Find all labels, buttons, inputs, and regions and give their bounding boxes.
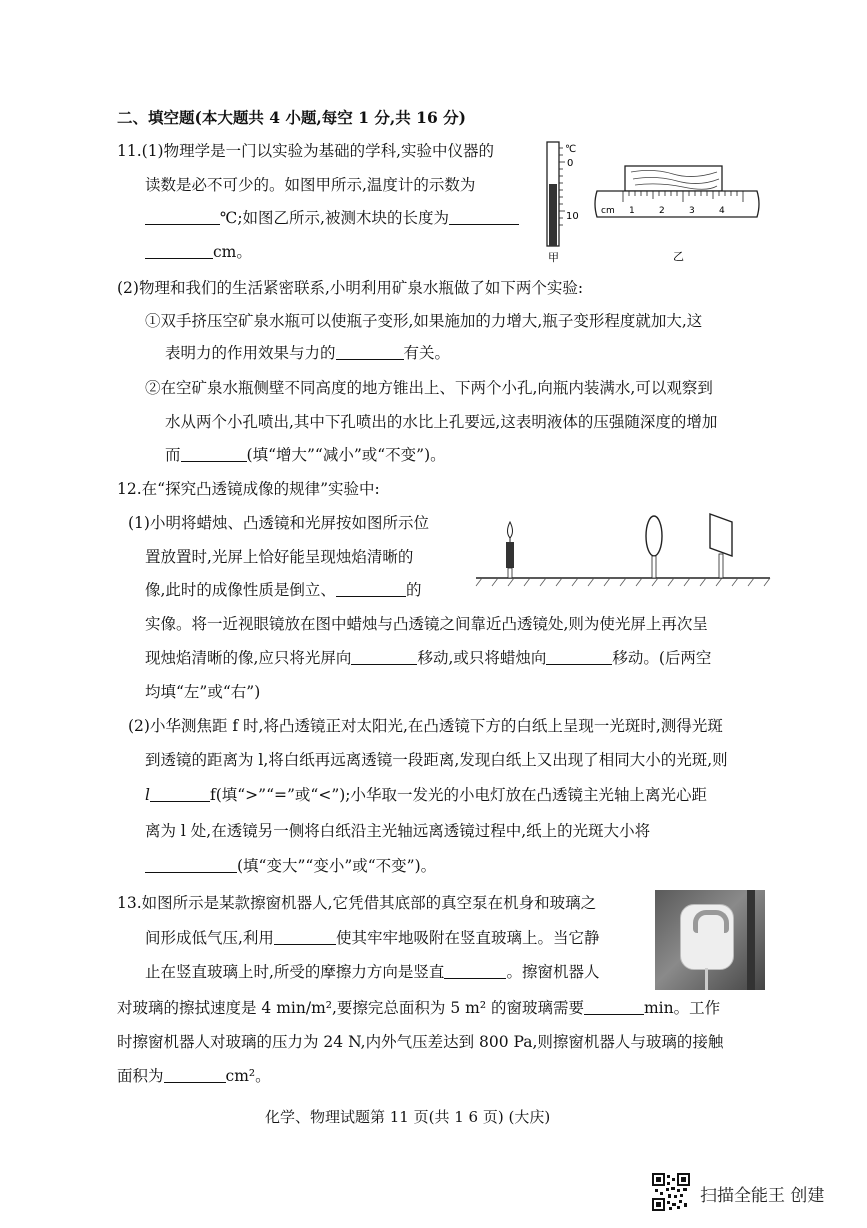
answer-blank[interactable]: [145, 208, 220, 225]
q12-part2-line4: 离为 l 处,在透镜另一侧将白纸沿主光轴远离透镜过程中,纸上的光斑大小将: [145, 822, 651, 840]
robot-cable: [705, 968, 708, 990]
ruler-label-1: 1: [629, 206, 635, 216]
q11-line4-text: cm。: [213, 243, 252, 261]
thermometer-liquid: [549, 184, 557, 246]
q11-part2-item1-end: 有关。: [403, 344, 451, 362]
caption-yi: 乙: [673, 250, 684, 263]
q11-part2-item1: ①双手挤压空矿泉水瓶可以使瓶子变形,如果施加的力增大,瓶子变形程度就加大,这: [145, 312, 703, 330]
q12-line1: (1)小明将蜡烛、凸透镜和光屏按如图所示位: [128, 514, 429, 532]
q11-part2-item2: ②在空矿泉水瓶侧壁不同高度的地方锥出上、下两个小孔,向瓶内装满水,可以观察到: [145, 379, 713, 397]
answer-blank[interactable]: [145, 242, 213, 259]
q11-part2-item2-end: [165, 445, 446, 465]
q13-line4: [117, 998, 720, 1018]
q12-part2-line3-text: f(填“>”“=”或“<”);小华取一发光的小电灯放在凸透镜主光轴上离光心距: [209, 786, 708, 804]
answer-blank[interactable]: [351, 648, 417, 665]
q12-part2-line5-text: (填“变大”“变小”或“不变”)。: [237, 857, 437, 875]
ruler-label-3: 3: [689, 206, 695, 216]
robot-frame: [747, 890, 755, 990]
q13-line6: [117, 1066, 271, 1086]
answer-blank[interactable]: [164, 1066, 226, 1083]
q12-line5-a: 现烛焰清晰的像,应只将光屏向: [145, 649, 352, 667]
ruler-unit: cm: [601, 206, 615, 216]
q12-line5-c: 移动。(后两空: [612, 649, 712, 667]
answer-blank[interactable]: [449, 208, 519, 225]
q12-part2-line1: (2)小华测焦距 f 时,将凸透镜正对太阳光,在凸透镜下方的白纸上呈现一光斑时,测得光斑: [128, 717, 723, 735]
q12-line3-text: 像,此时的成像性质是倒立、: [145, 581, 336, 599]
q13-line2: [145, 928, 599, 948]
q12-part2-line5: [145, 856, 436, 876]
q11-part2-item2-er: 而: [165, 446, 181, 464]
q13-line3: [145, 962, 599, 982]
light-screen: [710, 514, 732, 578]
q13-line6-b: cm²。: [225, 1067, 271, 1085]
q11-part2-item1-cont: [165, 343, 450, 363]
q11-part2-item1-text: 表明力的作用效果与力的: [165, 344, 336, 362]
q11-part2-item2-hint: (填“增大”“减小”或“不变”)。: [246, 446, 446, 464]
thermometer-figure: [538, 140, 588, 265]
ruler-label-4: 4: [719, 206, 725, 216]
q12-part2-line2: 到透镜的距离为 l,将白纸再远离透镜一段距离,发现白纸上又出现了相同大小的光斑,则: [145, 751, 728, 769]
robot-handle: [693, 910, 729, 933]
q11-line3-text: ℃;如图乙所示,被测木块的长度为: [220, 209, 449, 227]
q12-line5: [145, 648, 711, 668]
thermometer-tick-0: 0: [567, 158, 574, 169]
answer-blank[interactable]: [444, 962, 506, 979]
q13-line4-b: min。工作: [643, 999, 721, 1017]
page-footer: 化学、物理试题第 11 页(共 1 6 页) (大庆): [265, 1108, 551, 1126]
qr-code-icon: [652, 1173, 690, 1211]
q13-line1: 13.如图所示是某款擦窗机器人,它凭借其底部的真空泵在机身和玻璃之: [117, 894, 597, 912]
thermometer-unit: ℃: [565, 144, 577, 155]
q11-line1: 11.(1)物理学是一门以实验为基础的学科,实验中仪器的: [117, 142, 495, 160]
optical-bench-figure: [474, 508, 774, 588]
wood-block: [625, 166, 722, 191]
q12-part2-l: l: [145, 786, 150, 804]
q13-line5: 时擦窗机器人对玻璃的压力为 24 N,内外气压差达到 800 Pa,则擦窗机器人与玻璃的接触: [117, 1033, 724, 1051]
q13-line3-a: 止在竖直玻璃上时,所受的摩擦力方向是竖直: [145, 963, 445, 981]
q12-line2: 置放置时,光屏上恰好能呈现烛焰清晰的: [145, 548, 414, 566]
window-robot-photo: [655, 890, 765, 990]
q11-line4: [145, 242, 252, 262]
answer-blank[interactable]: [145, 856, 237, 873]
q13-line4-a: 对玻璃的擦拭速度是 4 min/m²,要擦完总面积为 5 m² 的窗玻璃需要: [117, 999, 584, 1017]
section-heading: 二、填空题(本大题共 4 小题,每空 1 分,共 16 分): [117, 108, 466, 127]
q11-line2: 读数是必不可少的。如图甲所示,温度计的示数为: [145, 176, 476, 194]
q11-part2-item2-cont: 水从两个小孔喷出,其中下孔喷出的水比上孔要远,这表明液体的压强随深度的增加: [165, 413, 718, 431]
q12-title: 12.在“探究凸透镜成像的规律”实验中:: [117, 480, 380, 498]
q12-line6: 均填“左”或“右”): [145, 683, 261, 701]
answer-blank[interactable]: [336, 343, 404, 360]
convex-lens: [646, 516, 662, 578]
q12-line3-end: 的: [405, 581, 422, 599]
candle: [506, 522, 514, 578]
answer-blank[interactable]: [181, 445, 247, 462]
answer-blank[interactable]: [584, 998, 644, 1015]
q12-line5-b: 移动,或只将蜡烛向: [417, 649, 547, 667]
q13-line2-a: 间形成低气压,利用: [145, 929, 274, 947]
q11-part2-intro: (2)物理和我们的生活紧密联系,小明利用矿泉水瓶做了如下两个实验:: [117, 279, 584, 297]
ruler-label-2: 2: [659, 206, 665, 216]
answer-blank[interactable]: [546, 648, 612, 665]
q12-line4: 实像。将一近视眼镜放在图中蜡烛与凸透镜之间靠近凸透镜处,则为使光屏上再次呈: [145, 615, 708, 633]
answer-blank[interactable]: [150, 785, 210, 802]
q13-line2-b: 使其牢牢地吸附在竖直玻璃上。当它静: [335, 929, 600, 947]
q12-part2-line3: [145, 785, 707, 805]
watermark-text: 扫描全能王 创建: [700, 1186, 825, 1206]
caption-jia: 甲: [548, 251, 559, 264]
q13-line3-b: 。擦窗机器人: [506, 963, 600, 981]
q12-line3: [145, 580, 421, 600]
ruler-figure: [593, 160, 763, 265]
q13-line6-a: 面积为: [117, 1067, 164, 1085]
q11-line3: [145, 208, 519, 228]
thermometer-tick-10: 10: [566, 211, 579, 222]
answer-blank[interactable]: [274, 928, 336, 945]
answer-blank[interactable]: [336, 580, 406, 597]
